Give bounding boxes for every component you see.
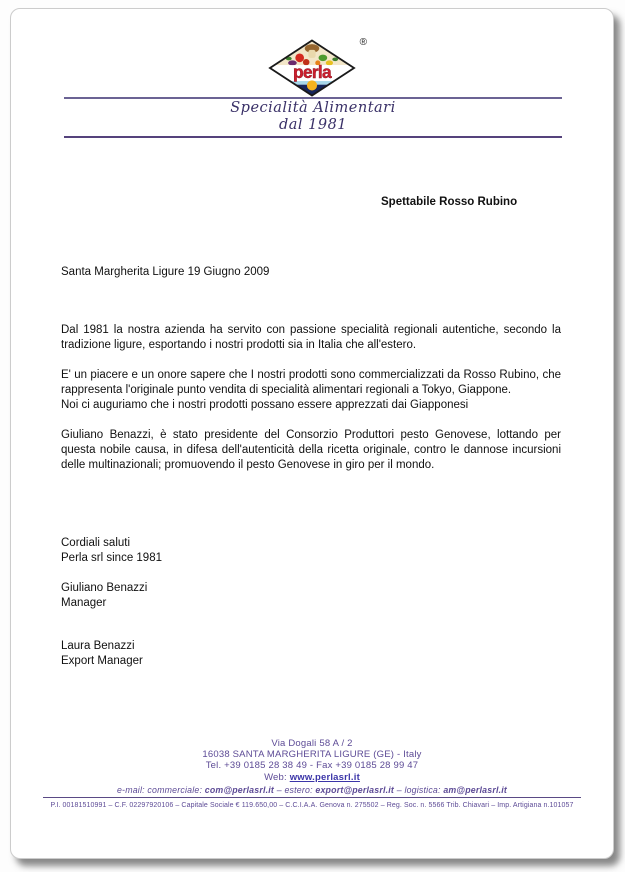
letter-page xyxy=(10,8,614,859)
footer-address-block xyxy=(11,738,613,796)
web-label: Web: xyxy=(264,772,290,783)
recipient-line: Spettabile Rosso Rubino xyxy=(381,196,518,208)
paragraph-2: E' un piacere e un onore sapere che I nostri prodotti sono commercializzati da Rosso Rubino, che rappresenta l'originale punto vendita di specialità alimentari regionali a Tokyo, Giappone. xyxy=(61,369,561,396)
signer2-title: Export Manager xyxy=(61,655,143,667)
footer-street: Via Dogali 58 A / 2 xyxy=(271,738,353,749)
email-link-logistics[interactable]: am@perlasrl.it xyxy=(443,785,508,795)
brand-wordmark: perla xyxy=(293,62,331,83)
signer1-name: Giuliano Benazzi xyxy=(61,582,148,594)
closing-block xyxy=(61,536,162,669)
footer-divider xyxy=(43,797,581,798)
website-link[interactable]: www.perlasrl.it xyxy=(289,772,360,783)
email-separator: – xyxy=(274,785,285,795)
email-label-export: estero: xyxy=(284,785,316,795)
perla-diamond-logo-icon xyxy=(268,39,356,97)
perla-logo xyxy=(268,37,367,97)
email-label-commercial: e-mail: commerciale: xyxy=(116,785,205,795)
letterhead xyxy=(11,39,613,102)
tagline-band xyxy=(64,97,562,138)
paragraph-2b: Noi ci auguriamo che i nostri prodotti possano essere apprezzati dai Giapponesi xyxy=(61,399,469,411)
paragraph-1: Dal 1981 la nostra azienda ha servito con passione specialità regionali autentiche, secondo la tradizione ligure, esportando i nostri prodotti sia in Italia che all'estero. xyxy=(61,324,561,351)
tagline-line2: dal 1981 xyxy=(278,117,348,133)
footer-city: 16038 SANTA MARGHERITA LIGURE (GE) - Italy xyxy=(202,749,422,760)
tagline-line1: Specialità Alimentari xyxy=(230,100,396,116)
closing-salutation: Cordiali saluti xyxy=(61,537,131,549)
footer-legal-line: P.I. 00181510991 – C.F. 02297920106 – Capitale Sociale € 119.650,00 – C.C.I.A.A. Genova n. 275502 – Reg. Soc. n. 5566 Trib. Chiavari – Imp. Artigiana n.101057 xyxy=(50,802,574,809)
date-line: Santa Margherita Ligure 19 Giugno 2009 xyxy=(61,266,270,278)
email-link-export[interactable]: export@perlasrl.it xyxy=(315,785,395,795)
letter-body xyxy=(61,323,561,473)
closing-company: Perla srl since 1981 xyxy=(61,552,162,564)
footer-web-line xyxy=(11,772,613,783)
paragraph-3: Giuliano Benazzi, è stato presidente del Consorzio Produttori pesto Genovese, lottando per questa nobile causa, in difesa dell'autenticità della ricetta originale, contro le dannose incursioni delle multinazionali; promuovendo il pesto Genovese in giro per il mondo. xyxy=(61,429,561,471)
footer-email-line xyxy=(11,785,613,796)
email-link-commercial[interactable]: com@perlasrl.it xyxy=(204,785,275,795)
spacer xyxy=(61,611,162,639)
signer2-name: Laura Benazzi xyxy=(61,640,135,652)
footer-tel-fax: Tel. +39 0185 28 38 49 - Fax +39 0185 28 99 47 xyxy=(205,760,419,771)
registered-trademark-symbol: ® xyxy=(359,37,367,48)
signer1-title: Manager xyxy=(61,597,107,609)
email-label-logistics: logistica: xyxy=(404,785,444,795)
email-separator: – xyxy=(394,785,405,795)
spacer xyxy=(61,566,162,581)
